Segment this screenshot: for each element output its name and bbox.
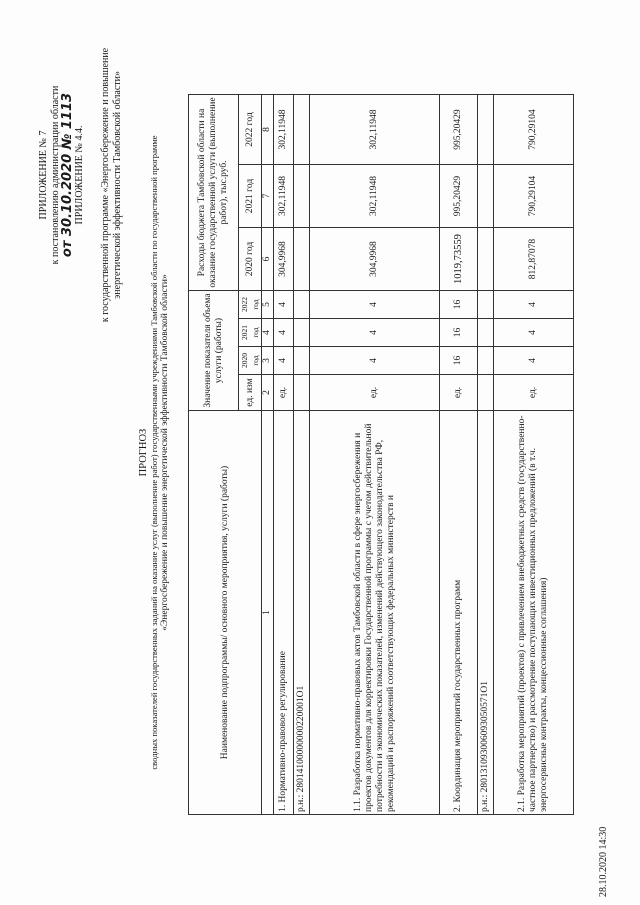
- colnum-4: 4: [262, 319, 274, 347]
- row-b2020: 1019,73559: [440, 228, 478, 291]
- colnum-2: 2: [262, 375, 274, 411]
- row-b2022: 302,11948: [310, 95, 440, 165]
- row-name: 1.1. Разработка нормативно-правовых актов Тамбовской области в сфере энергосбережения и проектов документов для корректировки Государственной программы с учетом действительной потребности и экономических показателей, изменений действующего законодательства РФ, рекомендаций и распоряжений соответствующих федеральных министерств и: [310, 411, 440, 815]
- row-v2022: 4: [274, 291, 294, 319]
- row-v2022: [294, 291, 310, 319]
- row-v2020: [478, 347, 494, 375]
- row-v2020: 4: [274, 347, 294, 375]
- row-name: р.н.: 28014100000000220001О1: [294, 411, 310, 815]
- header-b2022: 2022 год: [239, 95, 262, 165]
- title-line-1: сводных показателей государственных заданий на оказание услуг (выполнение работ) государственными учреждениями Тамбовской области по государственной программе: [149, 135, 159, 770]
- program-line-2: энергетической эффективности Тамбовской области»: [112, 70, 123, 300]
- row-unit: [478, 375, 494, 411]
- program-block: [100, 5, 124, 365]
- row-v2020: 4: [494, 347, 574, 375]
- header-volume: Значение показателя объема услуги (работы): [189, 291, 239, 411]
- handwritten-date-number: от 30.10.2020 № 1113: [60, 92, 75, 258]
- appendix-secondary: ПРИЛОЖЕНИЕ № 4.4.: [74, 125, 85, 225]
- header-unit: ед. изм: [239, 375, 262, 411]
- row-unit: ед.: [494, 375, 574, 411]
- header-name: Наименование подпрограммы/ основного мероприятия, услуги (работы): [189, 411, 262, 815]
- row-v2020: 4: [310, 347, 440, 375]
- row-v2021: [294, 319, 310, 347]
- row-name: 2. Координация мероприятий государственных программ: [440, 411, 478, 815]
- table-row: [294, 95, 310, 815]
- header-budget: Расходы бюджета Тамбовской области на оказание государственной услуги (выполнение работ), тыс.руб.: [189, 95, 239, 291]
- row-v2021: 16: [440, 319, 478, 347]
- row-b2021: 790,29104: [494, 165, 574, 228]
- document-title: [138, 20, 171, 885]
- row-v2021: 4: [274, 319, 294, 347]
- program-line-1: к государственной программе «Энергосбережение и повышение: [100, 47, 111, 323]
- row-b2021: 302,11948: [274, 165, 294, 228]
- row-unit: ед.: [440, 375, 478, 411]
- row-b2021: 302,11948: [310, 165, 440, 228]
- colnum-5: 5: [262, 291, 274, 319]
- row-v2020: [294, 347, 310, 375]
- row-b2022: 790,29104: [494, 95, 574, 165]
- row-v2021: [478, 319, 494, 347]
- row-name: 1. Нормативно-правовое регулирование: [274, 411, 294, 815]
- header-b2021: 2021 год: [239, 165, 262, 228]
- row-v2022: 4: [494, 291, 574, 319]
- table-row: [274, 95, 294, 815]
- title-line-2: «Энергосбережение и повышение энергетической эффективности Тамбовской области»: [160, 274, 170, 631]
- table-row: [440, 95, 478, 815]
- row-b2020: 304,9968: [274, 228, 294, 291]
- title-heading: ПРОГНОЗ: [138, 428, 149, 477]
- header-v2021: 2021 год: [239, 319, 262, 347]
- header-b2020: 2020 год: [239, 228, 262, 291]
- colnum-6: 6: [262, 228, 274, 291]
- row-v2022: 4: [310, 291, 440, 319]
- row-unit: [294, 375, 310, 411]
- forecast-table: [188, 94, 574, 815]
- row-b2022: [478, 95, 494, 165]
- row-unit: ед.: [274, 375, 294, 411]
- header-v2020: 2020 год: [239, 347, 262, 375]
- row-b2022: 995,20429: [440, 95, 478, 165]
- colnum-1: 1: [262, 411, 274, 815]
- appendix-resolution: к постановлению администрации области: [50, 85, 61, 265]
- row-name: р.н.: 280131093006093050571О1: [478, 411, 494, 815]
- row-v2020: 16: [440, 347, 478, 375]
- print-datetime: 28.10.2020 14:30: [598, 826, 609, 897]
- table-row: [478, 95, 494, 815]
- header-v2022: 2022 год: [239, 291, 262, 319]
- row-v2022: 16: [440, 291, 478, 319]
- row-b2020: 812,87078: [494, 228, 574, 291]
- colnum-3: 3: [262, 347, 274, 375]
- row-name: 2.1. Разработка мероприятий (проектов) с привлечением внебюджетных средств (государственно-частное партнерство) и рассмотрение поступающих инвестиционных предложений (в т.ч. энергосервисные контракты, концессионные соглашения): [494, 411, 574, 815]
- table-row: [494, 95, 574, 815]
- appendix-block: [38, 45, 86, 305]
- row-b2021: 995,20429: [440, 165, 478, 228]
- row-b2021: [478, 165, 494, 228]
- table-row: [310, 95, 440, 815]
- row-v2021: 4: [494, 319, 574, 347]
- row-b2020: [294, 228, 310, 291]
- colnum-7: 7: [262, 165, 274, 228]
- appendix-title: ПРИЛОЖЕНИЕ № 7: [38, 130, 49, 220]
- row-v2022: [478, 291, 494, 319]
- row-b2022: 302,11948: [274, 95, 294, 165]
- row-b2022: [294, 95, 310, 165]
- row-unit: ед.: [310, 375, 440, 411]
- row-b2021: [294, 165, 310, 228]
- row-b2020: [478, 228, 494, 291]
- colnum-8: 8: [262, 95, 274, 165]
- row-b2020: 304,9968: [310, 228, 440, 291]
- row-v2021: 4: [310, 319, 440, 347]
